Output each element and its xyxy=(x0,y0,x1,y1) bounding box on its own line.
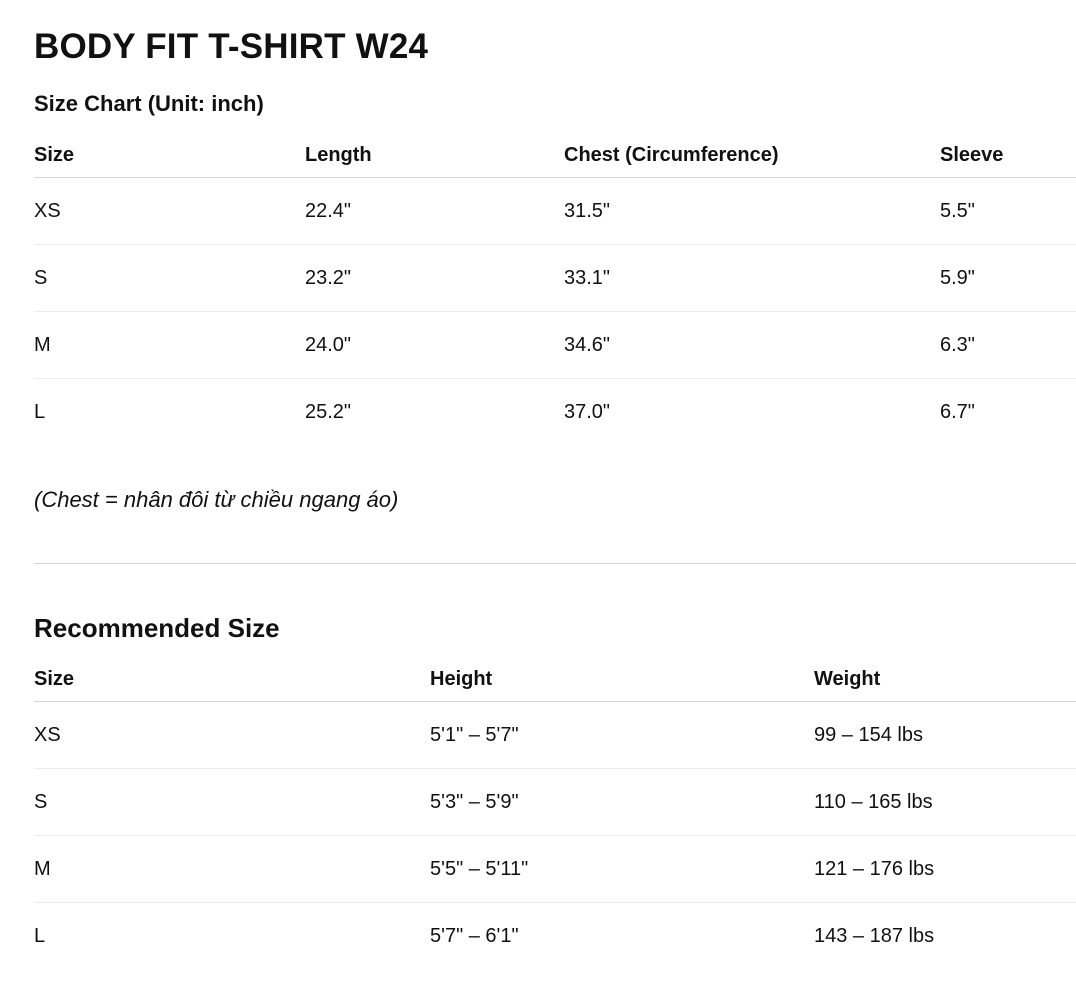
length-cell: 24.0" xyxy=(305,312,564,379)
size-cell: L xyxy=(34,400,46,423)
chest-cell: 34.6" xyxy=(564,312,940,379)
size-cell: S xyxy=(34,245,305,312)
table-row xyxy=(34,312,1076,379)
table-row xyxy=(34,379,1076,446)
size-cell: M xyxy=(34,312,305,379)
chest-note: (Chest = nhân đôi từ chiều ngang áo) xyxy=(34,487,399,512)
size-cell: L xyxy=(34,924,46,947)
size-chart-table xyxy=(34,133,1076,445)
table-row xyxy=(34,178,1076,245)
sleeve-cell: 6.3" xyxy=(940,312,1076,379)
sleeve-cell: 5.9" xyxy=(940,245,1076,312)
table-row xyxy=(34,836,1076,903)
recommended-header-size: Size xyxy=(34,657,430,702)
recommended-size-title: Recommended Size xyxy=(34,613,280,643)
recommended-header-height: Height xyxy=(430,657,814,702)
chest-cell: 37.0" xyxy=(564,400,611,423)
length-cell: 25.2" xyxy=(305,400,352,423)
weight-cell: 121 – 176 lbs xyxy=(814,836,1076,903)
size-cell: XS xyxy=(34,178,305,245)
recommended-header-row xyxy=(34,657,1076,702)
table-row xyxy=(34,702,1076,769)
length-cell: 23.2" xyxy=(305,245,564,312)
height-cell: 5'3" – 5'9" xyxy=(430,769,814,836)
table-row xyxy=(34,769,1076,836)
size-cell: XS xyxy=(34,702,430,769)
height-cell: 5'7" – 6'1" xyxy=(430,924,519,947)
height-cell: 5'5" – 5'11" xyxy=(430,836,814,903)
chest-cell: 31.5" xyxy=(564,178,940,245)
size-chart-header-row xyxy=(34,133,1076,178)
size-cell: M xyxy=(34,836,430,903)
size-chart-title: Size Chart (Unit: inch) xyxy=(34,91,264,116)
product-title: BODY FIT T-SHIRT W24 xyxy=(34,27,429,66)
table-row xyxy=(34,903,1076,970)
table-row xyxy=(34,245,1076,312)
size-chart-header-sleeve: Sleeve xyxy=(940,133,1076,178)
sleeve-cell: 6.7" xyxy=(940,400,975,423)
size-chart-header-chest: Chest (Circumference) xyxy=(564,133,940,178)
weight-cell: 143 – 187 lbs xyxy=(814,924,935,947)
weight-cell: 110 – 165 lbs xyxy=(814,769,1076,836)
weight-cell: 99 – 154 lbs xyxy=(814,702,1076,769)
recommended-header-weight: Weight xyxy=(814,657,1076,702)
recommended-size-table xyxy=(34,657,1076,969)
chest-cell: 33.1" xyxy=(564,245,940,312)
height-cell: 5'1" – 5'7" xyxy=(430,702,814,769)
size-chart-header-length: Length xyxy=(305,133,564,178)
size-chart-header-size: Size xyxy=(34,133,305,178)
size-cell: S xyxy=(34,769,430,836)
sleeve-cell: 5.5" xyxy=(940,178,1076,245)
length-cell: 22.4" xyxy=(305,178,564,245)
section-divider xyxy=(34,563,1076,564)
